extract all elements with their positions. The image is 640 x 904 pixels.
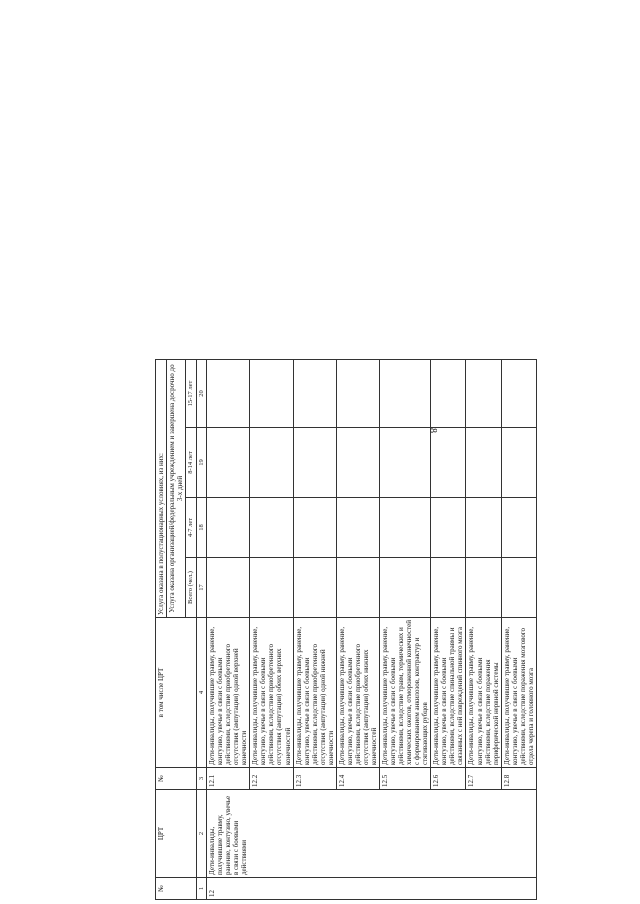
row-text: Дети-инвалиды, получившие травму, ранение, контузию, увечье в связи с боевыми действиями, вследствие травм, термических и химических ожогов, отмороженной конечностей с формированием анкилозов, контрактур и стягивающих рубцов	[380, 618, 431, 768]
colnum: 3	[196, 768, 206, 790]
colnum: 19	[196, 428, 206, 498]
colnum: 18	[196, 498, 206, 558]
row-no: 12.5	[380, 768, 431, 790]
row-no: 12.8	[501, 768, 536, 790]
row-text: Дети-инвалиды, получившие травму, ранение, контузию, увечье в связи с боевыми действиями, вследствие приобретенного отсутствия (ампутации) одной нижней конечности	[293, 618, 336, 768]
row-no: 12.4	[336, 768, 379, 790]
header-15-17: 15-17 лет	[186, 360, 196, 428]
header-total: Всего (чел.)	[186, 558, 196, 618]
group-crt: Дети-инвалиды, получившие травму, ранение, контузию, увечье в связи с боевыми действиями	[207, 790, 537, 878]
header-4-7: 4-7 лет	[186, 498, 196, 558]
row-no: 12.2	[250, 768, 293, 790]
row-text: Дети-инвалиды, получившие травму, ранение, контузию, увечье в связи с боевыми действиями, вследствие поражения мозгового отдела черепа и головного мозга	[501, 618, 536, 768]
row-text: Дети-инвалиды, получившие травму, ранение, контузию, увечье в связи с боевыми действиями, вследствие спинальной травмы и связанных с ней повреждений спинного мозга	[431, 618, 466, 768]
group-no: 12	[207, 878, 537, 900]
colnum: 4	[196, 618, 206, 768]
row-text: Дети-инвалиды, получившие травму, ранение, контузию, увечье в связи с боевыми действиями, вследствие приобретенного отсутствия (ампутации) обеих верхних конечностей	[250, 618, 293, 768]
report-table	[155, 359, 537, 900]
header-subgroup: Услуга оказана организацией/федеральным учреждением и завершена досрочно до 3-х дней	[167, 360, 186, 618]
row-no: 12.7	[466, 768, 501, 790]
header-group: Услуга оказана в полустационарных условиях, из них:	[156, 360, 167, 618]
colnum: 17	[196, 558, 206, 618]
header-8-14: 8-14 лет	[186, 428, 196, 498]
rotated-table-container	[155, 360, 575, 900]
colnum: 20	[196, 360, 206, 428]
row-text: Дети-инвалиды, получившие травму, ранение, контузию, увечье в связи с боевыми действиями, вследствие приобретенного отсутствия (ампутации) обеих нижних конечностей	[336, 618, 379, 768]
row-no: 12.1	[207, 768, 250, 790]
header-incl: в том числе ЦРТ	[156, 618, 197, 768]
colnum: 2	[196, 790, 206, 878]
row-text: Дети-инвалиды, получившие травму, ранение, контузию, увечье в связи с боевыми действиями, вследствие приобретенного отсутствия (ампутации) одной верхней конечности	[207, 618, 250, 768]
header-no: №	[156, 878, 197, 900]
header-crt: ЦРТ	[156, 790, 197, 878]
colnum: 1	[196, 878, 206, 900]
row-no: 12.3	[293, 768, 336, 790]
row-no: 12.6	[431, 768, 466, 790]
header-no2: №	[156, 768, 197, 790]
row-text: Дети-инвалиды, получившие травму, ранение, контузию, увечье в связи с боевыми действиями, вследствие поражения периферической нервной системы	[466, 618, 501, 768]
page-number: 8	[427, 428, 438, 433]
